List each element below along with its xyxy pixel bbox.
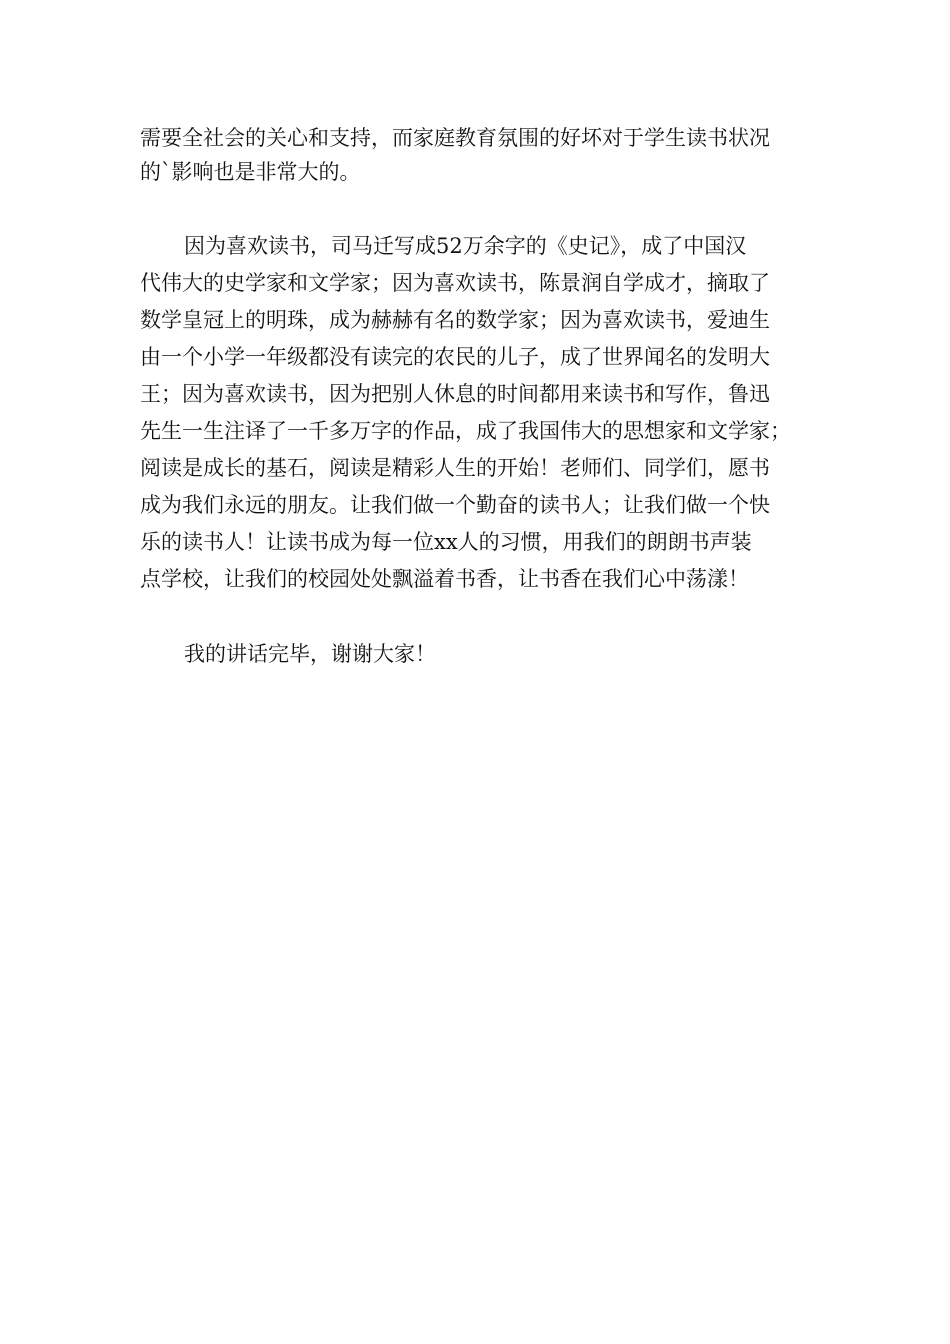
paragraph-2-line-5: 王；因为喜欢读书，因为把别人休息的时间都用来读书和写作，鲁迅 (140, 382, 770, 406)
paragraph-2-line-7: 阅读是成长的基石，阅读是精彩人生的开始！老师们、同学们，愿书 (140, 456, 770, 480)
paragraph-2-line-1: 因为喜欢读书，司马迁写成52万余字的《史记》，成了中国汉 (184, 234, 747, 258)
paragraph-2-line-10: 点学校，让我们的校园处处飘溢着书香，让书香在我们心中荡漾！ (140, 567, 749, 591)
paragraph-1-line-2: 的`影响也是非常大的。 (140, 160, 361, 184)
paragraph-1-line-1: 需要全社会的关心和支持，而家庭教育氛围的好坏对于学生读书状况 (140, 126, 770, 150)
paragraph-2-line-8: 成为我们永远的朋友。让我们做一个勤奋的读书人；让我们做一个快 (140, 493, 770, 517)
paragraph-2-line-3: 数学皇冠上的明珠，成为赫赫有名的数学家；因为喜欢读书，爱迪生 (140, 308, 770, 332)
paragraph-2-line-6: 先生一生注译了一千多万字的作品，成了我国伟大的思想家和文学家； (140, 419, 791, 443)
paragraph-2-line-9: 乐的读书人！让读书成为每一位xx人的习惯，用我们的朗朗书声装 (140, 530, 752, 554)
paragraph-2-line-4: 由一个小学一年级都没有读完的农民的儿子，成了世界闻名的发明大 (140, 345, 770, 369)
paragraph-2-line-2: 代伟大的史学家和文学家；因为喜欢读书，陈景润自学成才，摘取了 (140, 271, 770, 295)
paragraph-3-line-1: 我的讲话完毕，谢谢大家！ (184, 642, 436, 666)
